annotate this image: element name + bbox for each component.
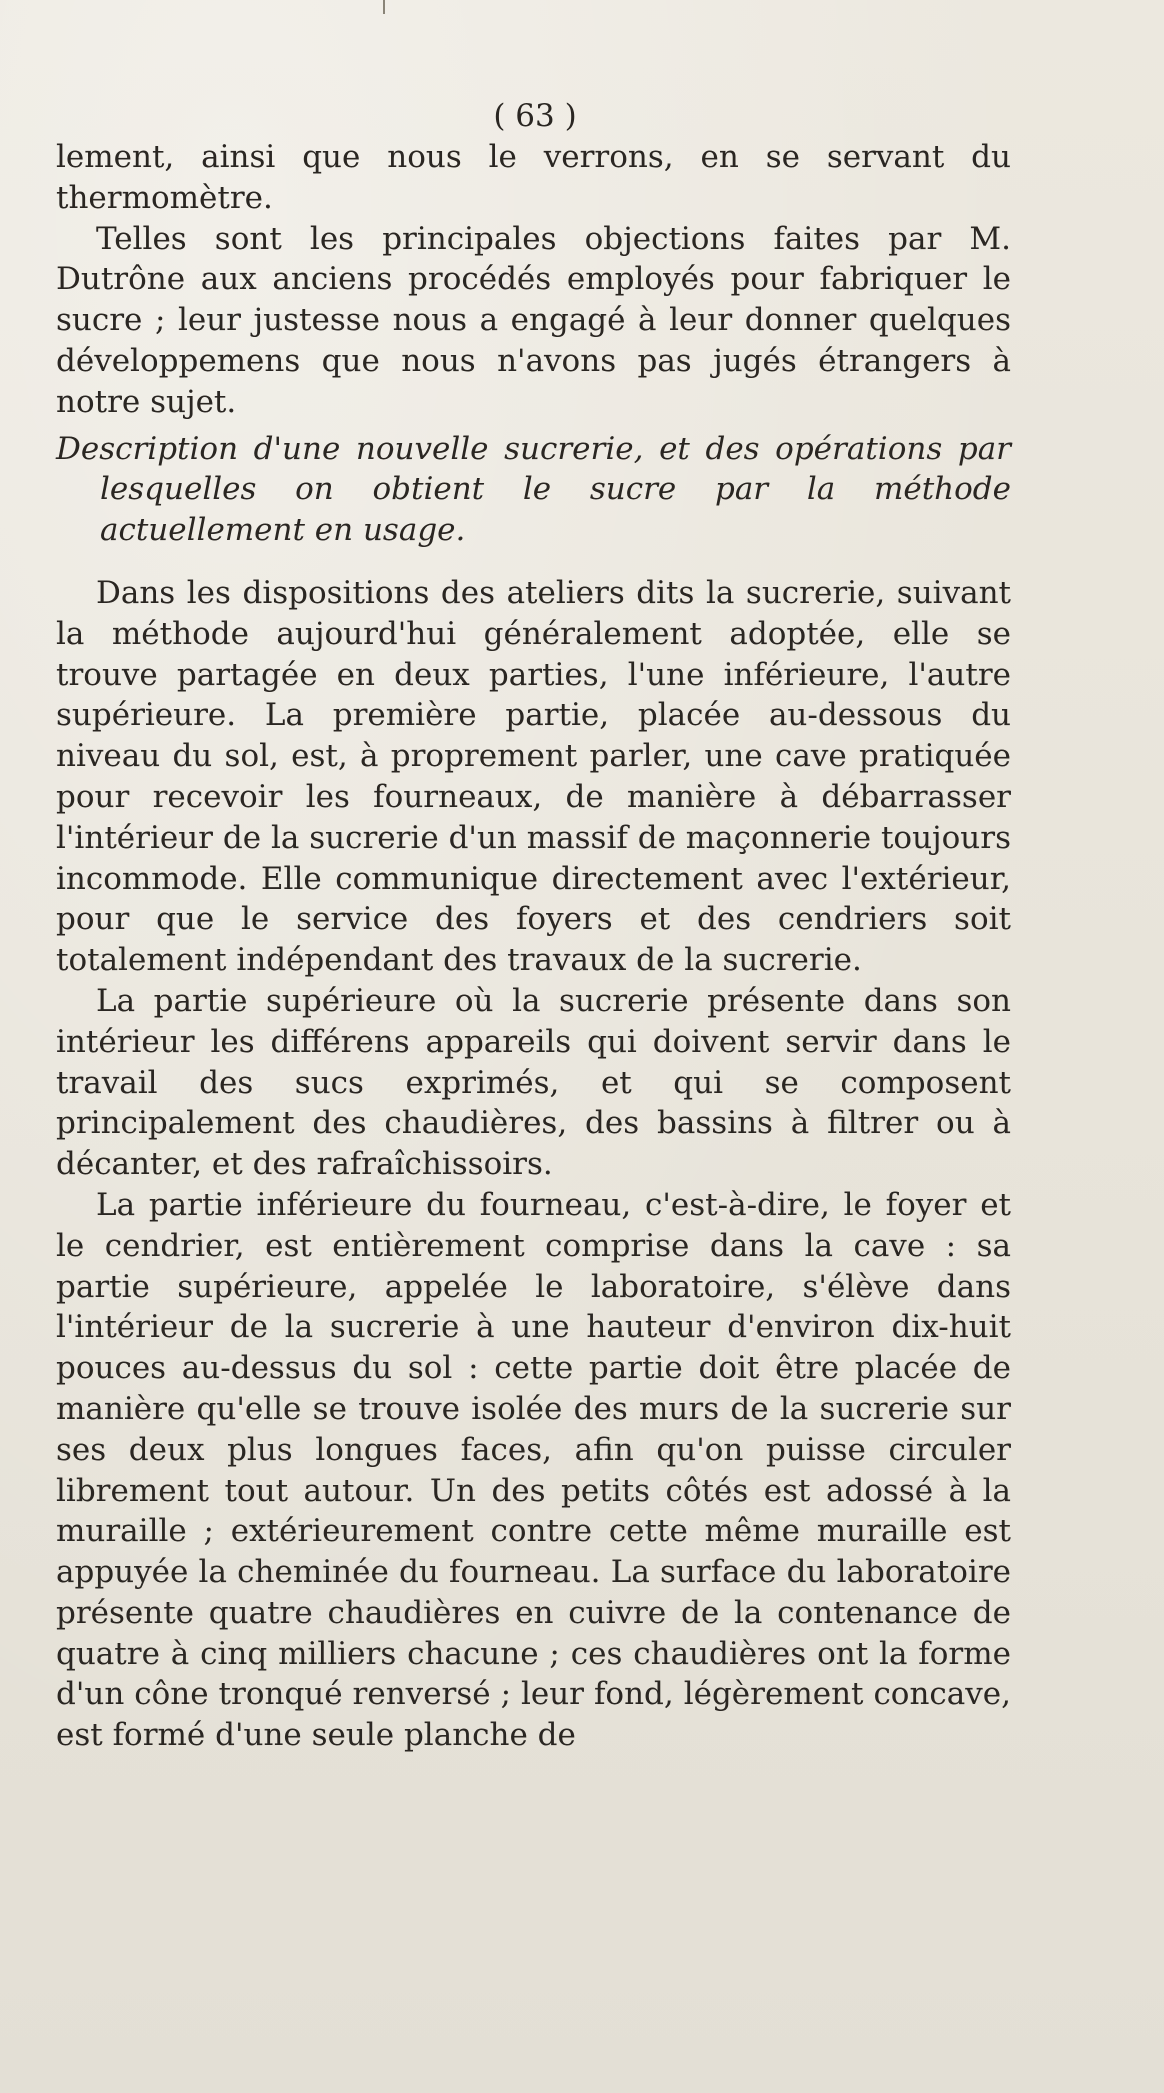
- page-body: [56, 95, 1011, 1756]
- paragraph-partie-inferieure: La partie inférieure du fourneau, c'est-à-dire, le foyer et le cendrier, est entièrement comprise dans la cave : sa partie supérieure, appelée le laboratoire, s'élève dans l'intérieur de la sucrerie à une hauteur d'environ dix-huit pouces au-dessus du sol : cette partie doit être placée de manière qu'elle se trouve isolée des murs de la sucrerie sur ses deux plus longues faces, afin qu'on puisse circuler librement tout autour. Un des petits côtés est adossé à la muraille ; extérieurement contre cette même muraille est appuyée la cheminée du fourneau. La surface du laboratoire présente quatre chaudières en cuivre de la contenance de quatre à cinq milliers chacune ; ces chaudières ont la forme d'un cône tronqué renversé ; leur fond, légèrement concave, est formé d'une seule planche de: [56, 1186, 1011, 1754]
- page-top-mark: [383, 0, 385, 14]
- paragraph-dispositions: Dans les dispositions des ateliers dits la sucrerie, suivant la méthode aujourd'hui généralement adoptée, elle se trouve partagée en deux parties, l'une inférieure, l'autre supérieure. La première partie, placée au-dessous du niveau du sol, est, à proprement parler, une cave pratiquée pour recevoir les fourneaux, de manière à débarrasser l'intérieur de la sucrerie d'un massif de maçonnerie toujours incommode. Elle communique directement avec l'extérieur, pour que le service des foyers et des cendriers soit totalement indépendant des travaux de la sucrerie.: [56, 574, 1011, 979]
- paragraph-continuation: lement, ainsi que nous le verrons, en se servant du thermomètre.: [56, 139, 1011, 216]
- page-number: ( 63 ): [493, 98, 577, 134]
- paragraph-partie-superieure: La partie supérieure où la sucrerie présente dans son intérieur les différens appareils qui doivent servir dans le travail des sucs exprimés, et qui se composent principalement des chaudières, des bassins à filtrer ou à décanter, et des rafraîchissoirs.: [56, 982, 1011, 1183]
- section-heading: Description d'une nouvelle sucrerie, et des opérations par lesquelles on obtient le sucre par la méthode actuellement en usage.: [56, 430, 1011, 549]
- page-number-spacer: [56, 95, 1011, 137]
- paragraph-objections: Telles sont les principales objections faites par M. Dutrône aux anciens procédés employés pour fabriquer le sucre ; leur justesse nous a engagé à leur donner quelques développemens que nous n'avons pas jugés étrangers à notre sujet.: [56, 220, 1011, 420]
